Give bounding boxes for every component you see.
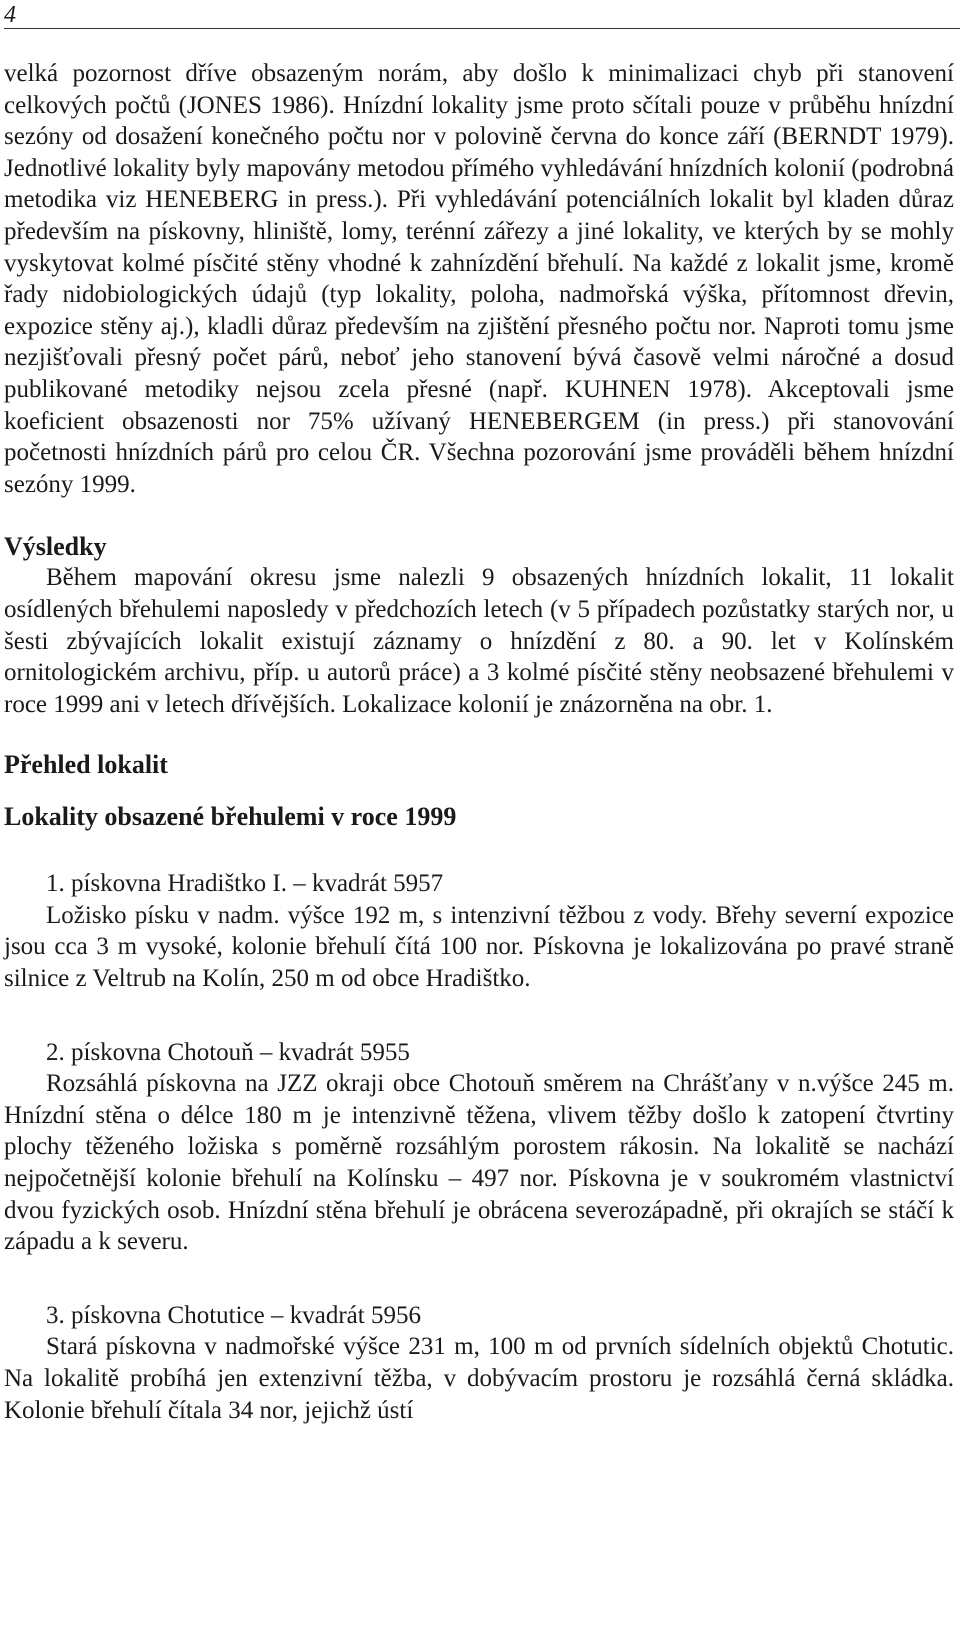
overview-heading: Přehled lokalit [4,750,168,780]
locality-2-title: 2. pískovna Chotouň – kvadrát 5955 [46,1038,410,1066]
page-number: 4 [4,2,16,28]
locality-3-text: Stará pískovna v nadmořské výšce 231 m, 100 m od prvních sídelních objektů Chotutic. Na lokalitě probíhá jen extenzivní těžba, v dobývacím prostoru je rozsáhlá černá skládka. Kolonie břehulí čítala 34 nor, jejichž ústí [4,1333,954,1424]
intro-paragraph: velká pozornost dříve obsazeným norám, aby došlo k minimalizaci chyb při stanovení celkových počtů (JONES 1986). Hnízdní lokality jsme proto sčítali pouze v průběhu hnízdní sezóny od dosažení konečného počtu nor v polovině června do konce září (BERNDT 1979). Jednotlivé lokality byly mapovány metodou přímého vyhledávání hnízdních kolonií (podrobná metodika viz HENEBERG in press.). Při vyhledávání potenciálních lokalit byl kladen důraz především na pískovny, hliniště, lomy, terénní zářezy a jiné lokality, ve kterých by se mohly vyskytovat kolmé písčité stěny vhodné k zahnízdění břehulí. Na každé z lokalit jsme, kromě řady nidobiologických údajů (typ lokality, poloha, nadmořská výška, přítomnost dřevin, expozice stěny aj.), kladli důraz především na zjištění přesného počtu nor. Naproti tomu jsme nezjišťovali přesný počet párů, neboť jeho stanovení bývá časově velmi náročné a dosud publikované metodiky nejsou zcela přesné (např. KUHNEN 1978). Akceptovali jsme koeficient obsazenosti nor 75% užívaný HENEBERGEM (in press.) při stanovování početnosti hnízdních párů pro celou ČR. Všechna pozorování jsme prováděli během hnízdní sezóny 1999. [4,60,954,498]
locality-1-text: Ložisko písku v nadm. výšce 192 m, s intenzivní těžbou z vody. Břehy severní expozice jsou cca 3 m vysoké, kolonie břehulí čítá 100 nor. Pískovna je lokalizována po pravé straně silnice z Veltrub na Kolín, 250 m od obce Hradištko. [4,901,954,993]
header-rule [4,28,960,29]
page-body [4,58,954,1426]
results-paragraph: Během mapování okresu jsme nalezli 9 obsazených hnízdních lokalit, 11 lokalit osídlených břehulemi naposledy v předchozích letech (v 5 případech pozůstatky starých nor, u šesti zbývajících lokalit existují záznamy o hnízdění z 80. a 90. let v Kolínském ornitologickém archivu, příp. u autorů práce) a 3 kolmé písčité stěny neobsazené břehulemi v roce 1999 ani v letech dřívějších. Lokalizace kolonií je znázorněna na obr. 1. [4,564,954,718]
results-heading: Výsledky [4,532,107,562]
occupied-localities-subheading: Lokality obsazené břehulemi v roce 1999 [4,802,457,832]
locality-1-title: 1. pískovna Hradištko I. – kvadrát 5957 [46,870,444,898]
locality-3-title: 3. pískovna Chotutice – kvadrát 5956 [46,1301,421,1329]
locality-2-text: Rozsáhlá pískovna na JZZ okraji obce Chotouň směrem na Chrášťany v n.výšce 245 m. Hnízdní stěna o délce 180 m je intenzivně těžena, vlivem těžby došlo k zatopení čtvrtiny plochy těženého ložiska s poměrně rozsáhlým porostem rákosin. Na lokalitě se nachází nejpočetnější kolonie břehulí na Kolínsku – 497 nor. Pískovna je v soukromém vlastnictví dvou fyzických osob. Hnízdní stěna břehulí je obrácena severozápadně, při okrajích se stáčí k západu a k severu. [4,1070,954,1256]
